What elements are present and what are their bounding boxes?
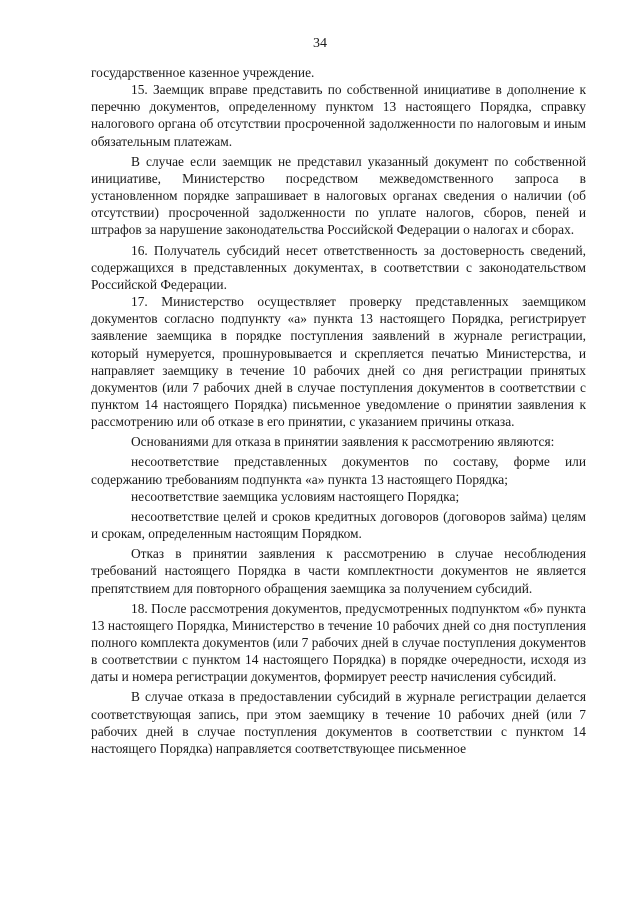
page-number: 34 <box>313 36 327 51</box>
paragraph-p8: несоответствие заемщика условиям настоящего Порядка; <box>131 488 460 504</box>
paragraph-p4: 16. Получатель субсидий несет ответственность за достоверность сведений, содержащихся в представленных документах, в соответствии с законодательством Российской Федерации. <box>91 242 586 292</box>
paragraph-p7: несоответствие представленных документов по составу, форме или содержанию требованиям подпункта «а» пункта 13 настоящего Порядка; <box>91 454 586 487</box>
paragraph-p10: Отказ в принятии заявления к рассмотрению в случае несоблюдения требований настоящего Порядка в части комплектности документов не является препятствием для повторного обращения заемщика за получением субсидий. <box>91 546 586 596</box>
paragraph-p3: В случае если заемщик не представил указанный документ по собственной инициативе, Министерство посредством межведомственного запроса в установленном порядке запрашивает в налоговых органах сведения о наличии (об отсутствии) просроченной задолженности по уплате налогов, сборов, пеней и штрафов за нарушение законодательства Российской Федерации о налогах и сборах. <box>91 153 586 238</box>
paragraph-p9: несоответствие целей и сроков кредитных договоров (договоров займа) целям и срокам, определенным настоящим Порядком. <box>91 508 586 542</box>
paragraph-p2: 15. Заемщик вправе представить по собственной инициативе в дополнение к перечню документов, определенному пунктом 13 настоящего Порядка, справку налогового органа об отсутствии просроченной задолженности по налоговым и иным обязательным платежам. <box>91 82 586 149</box>
document-body <box>91 64 586 757</box>
paragraph-p5: 17. Министерство осуществляет проверку представленных заемщиком документов согласно подпункту «а» пункта 13 настоящего Порядка, регистрирует заявление заемщика в порядке поступления заявлений в журнале регистрации, который нумеруется, прошнуровывается и скрепляется печатью Министерства, и направляет заемщику в течение 10 рабочих дней со дня регистрации принятых документов (или 7 рабочих дней в случае поступления документов в соответствии с пунктом 14 настоящего Порядка) письменное уведомление о принятии заявления к рассмотрению или об отказе в его принятии, с указанием причины отказа. <box>91 294 586 430</box>
paragraph-p11: 18. После рассмотрения документов, предусмотренных подпунктом «б» пункта 13 настоящего Порядка, Министерство в течение 10 рабочих дней со дня поступления полного комплекта документов (или 7 рабочих дней в случае поступления документов в соответствии с пунктом 14 настоящего Порядка) в порядке очередности, исходя из даты и номера регистрации документов, формирует реестр начисления субсидий. <box>91 600 586 685</box>
paragraph-p6: Основаниями для отказа в принятии заявления к рассмотрению являются: <box>131 434 555 450</box>
paragraph-p1: государственное казенное учреждение. <box>91 65 315 80</box>
paragraph-p12: В случае отказа в предоставлении субсидий в журнале регистрации делается соответствующая запись, при этом заемщику в течение 10 рабочих дней (или 7 рабочих дней в случае поступления документов в соответствии с пунктом 14 настоящего Порядка) направляется соответствующее письменное <box>91 689 586 756</box>
